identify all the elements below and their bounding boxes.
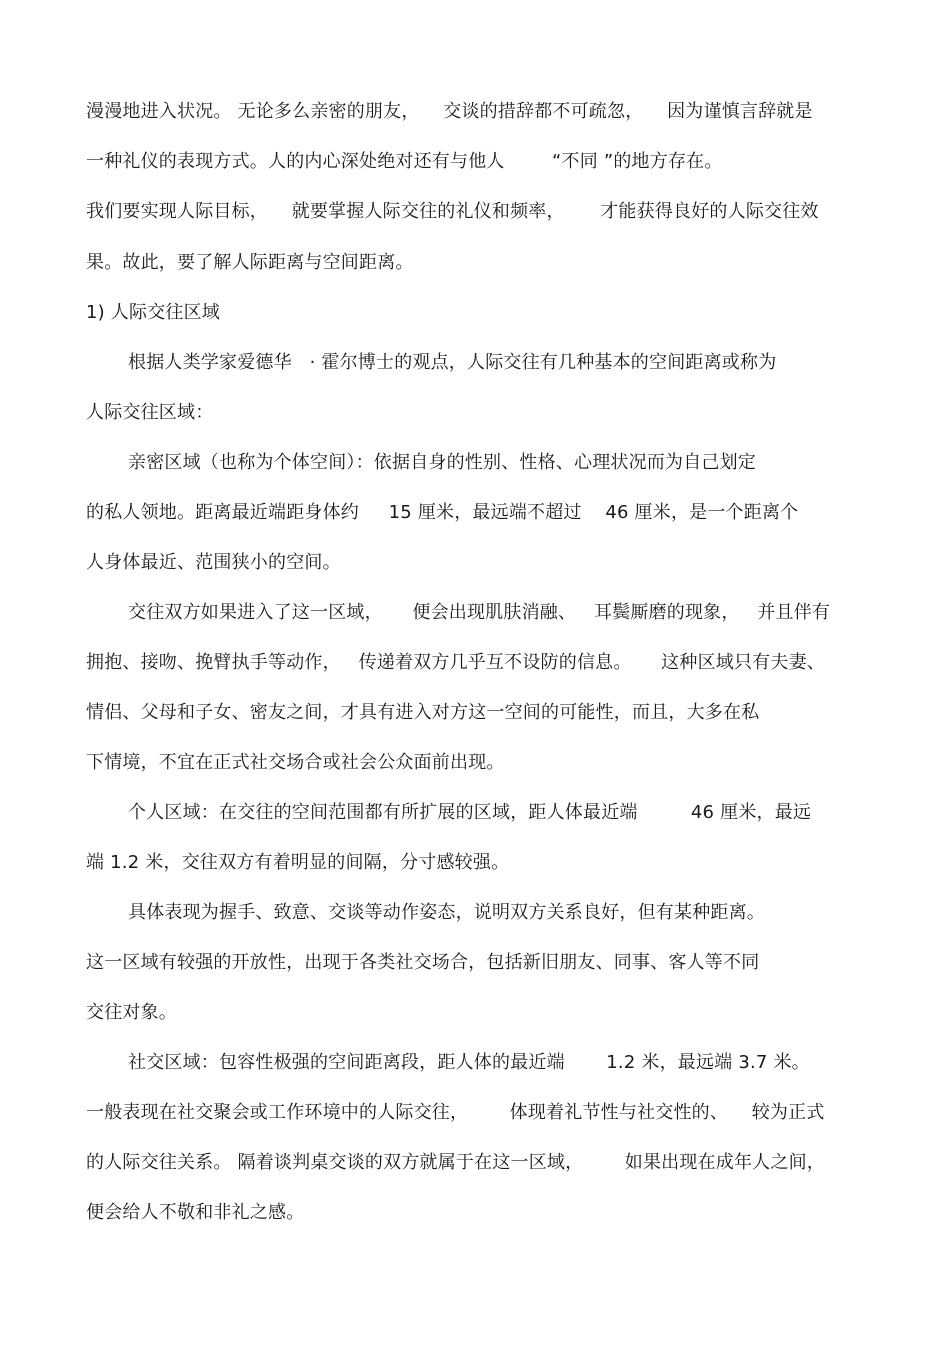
- text-line: 端 1.2 米，交往双方有着明显的间隔，分寸感较强。: [86, 852, 510, 873]
- text-line: 人身体最近、范围狭小的空间。: [86, 552, 341, 573]
- text-line: 这一区域有较强的开放性，出现于各类社交场合，包括新旧朋友、同事、客人等不同: [86, 952, 760, 973]
- text-line: 具体表现为握手、致意、交谈等动作姿态，说明双方关系良好，但有某种距离。: [128, 902, 765, 923]
- text-line: 一种礼仪的表现方式。人的内心深处绝对还有与他人 “不同 ”的地方存在。: [86, 151, 723, 172]
- text-line: 人际交往区域：: [86, 402, 214, 423]
- text-line: 根据人类学家爱德华 · 霍尔博士的观点，人际交往有几种基本的空间距离或称为: [128, 352, 777, 373]
- text-line: 亲密区域（也称为个体空间）：依据自身的性别、性格、心理状况而为自己划定: [128, 452, 756, 473]
- text-line: 果。故此，要了解人际距离与空间距离。: [86, 252, 414, 273]
- text-line: 拥抱、接吻、挽臂执手等动作， 传递着双方几乎互不设防的信息。 这种区域只有夫妻、: [86, 652, 825, 673]
- text-line: 情侣、父母和子女、密友之间，才具有进入对方这一空间的可能性，而且，大多在私: [86, 702, 760, 723]
- text-line: 下情境，不宜在正式社交场合或社会公众面前出现。: [86, 752, 505, 773]
- text-line: 便会给人不敬和非礼之感。: [86, 1202, 305, 1223]
- text-line: 我们要实现人际目标， 就要掌握人际交往的礼仪和频率， 才能获得良好的人际交往效: [86, 201, 819, 222]
- text-line: 社交区域：包容性极强的空间距离段，距人体的最近端 1.2 米，最远端 3.7 米。: [128, 1052, 810, 1073]
- text-line: 漫漫地进入状况。 无论多么亲密的朋友， 交谈的措辞都不可疏忽， 因为谨慎言辞就是: [86, 101, 813, 122]
- text-line: 的私人领地。距离最近端距身体约 15 厘米，最远端不超过 46 厘米，是一个距离个: [86, 502, 799, 523]
- section-heading: 1) 人际交往区域: [86, 302, 220, 323]
- text-line: 交往双方如果进入了这一区域， 便会出现肌肤消融、 耳鬓厮磨的现象， 并且伴有: [128, 602, 831, 623]
- text-line: 交往对象。: [86, 1002, 177, 1023]
- text-line: 个人区域：在交往的空间范围都有所扩展的区域，距人体最近端 46 厘米，最远: [128, 802, 812, 823]
- text-line: 一般表现在社交聚会或工作环境中的人际交往， 体现着礼节性与社交性的、 较为正式: [86, 1102, 825, 1123]
- text-line: 的人际交往关系。 隔着谈判桌交谈的双方就属于在这一区域， 如果出现在成年人之间，: [86, 1152, 825, 1173]
